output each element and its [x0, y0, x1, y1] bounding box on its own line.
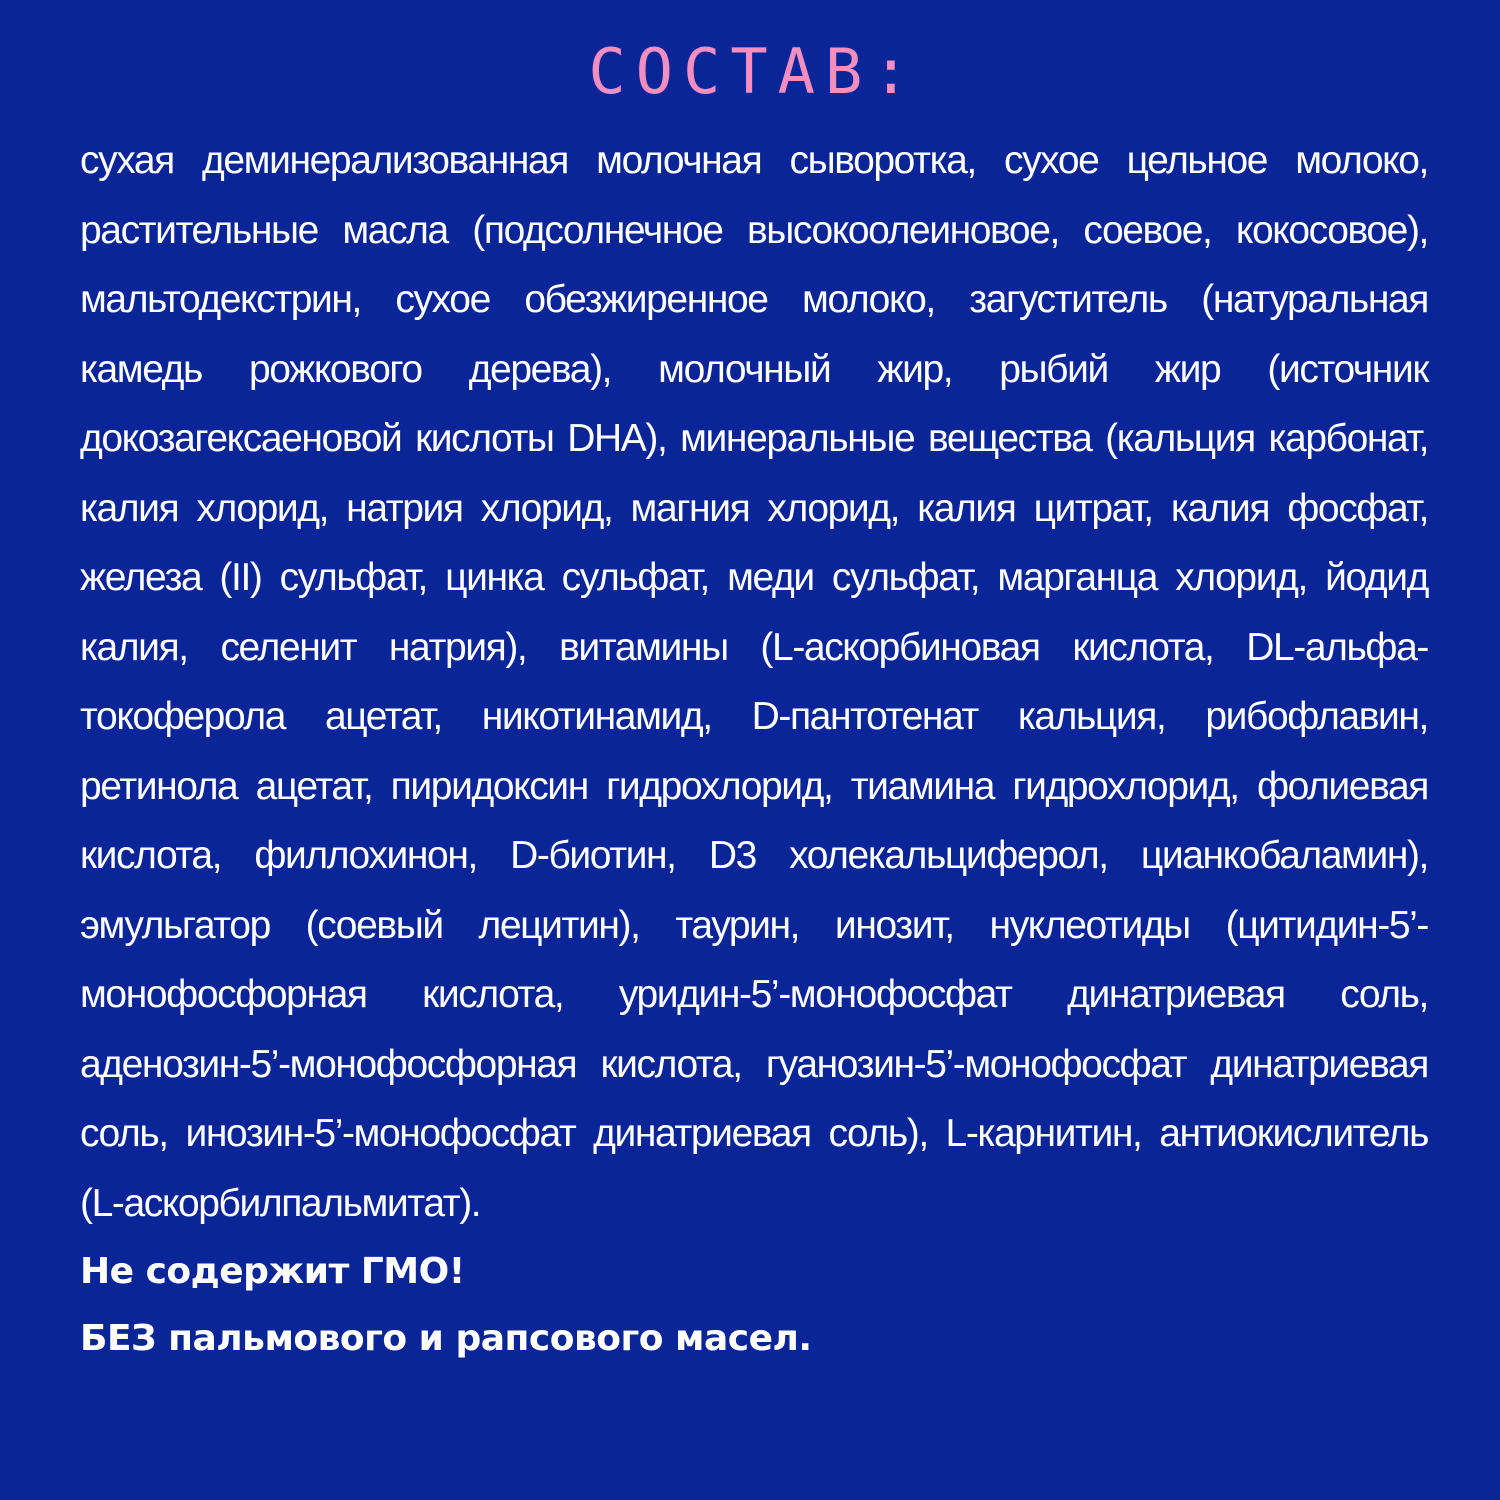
gmo-free-note: Не содержит ГМО!	[80, 1251, 465, 1292]
notes-block	[80, 1238, 1428, 1372]
no-palm-oil-note: БЕЗ пальмового и рапсового масел.	[80, 1318, 812, 1359]
composition-text: сухая деминерализованная молочная сыворотка, сухое цельное молоко, растительные масла (подсолнечное высокоолеиновое, соевое, кокосовое), мальтодекстрин, сухое обезжиренное молоко, загуститель (натуральная камедь рожкового дерева), молочный жир, рыбий жир (источник докозагексаеновой кислоты DHA), минеральные вещества (кальция карбонат, калия хлорид, натрия хлорид, магния хлорид, калия цитрат, калия фосфат, железа (II) сульфат, цинка сульфат, меди сульфат, марганца хлорид, йодид калия, селенит натрия), витамины (L-аскорбиновая кислота, DL-альфа-токоферола ацетат, никотинамид, D-пантотенат кальция, рибофлавин, ретинола ацетат, пиридоксин гидрохлорид, тиамина гидрохлорид, фолиевая кислота, филлохинон, D-биотин, D3 холекальциферол, цианкобаламин), эмульгатор (соевый лецитин), таурин, инозит, нуклеотиды (цитидин-5’-монофосфорная кислота, уридин-5’-монофосфат динатриевая соль, аденозин-5’-монофосфорная кислота, гуанозин-5’-монофосфат динатриевая соль, инозин-5’-монофосфат динатриевая соль), L-карнитин, антиокислитель (L-аскорбилпальмитат).	[80, 139, 1428, 1225]
composition-title: СОСТАВ:	[588, 35, 920, 108]
